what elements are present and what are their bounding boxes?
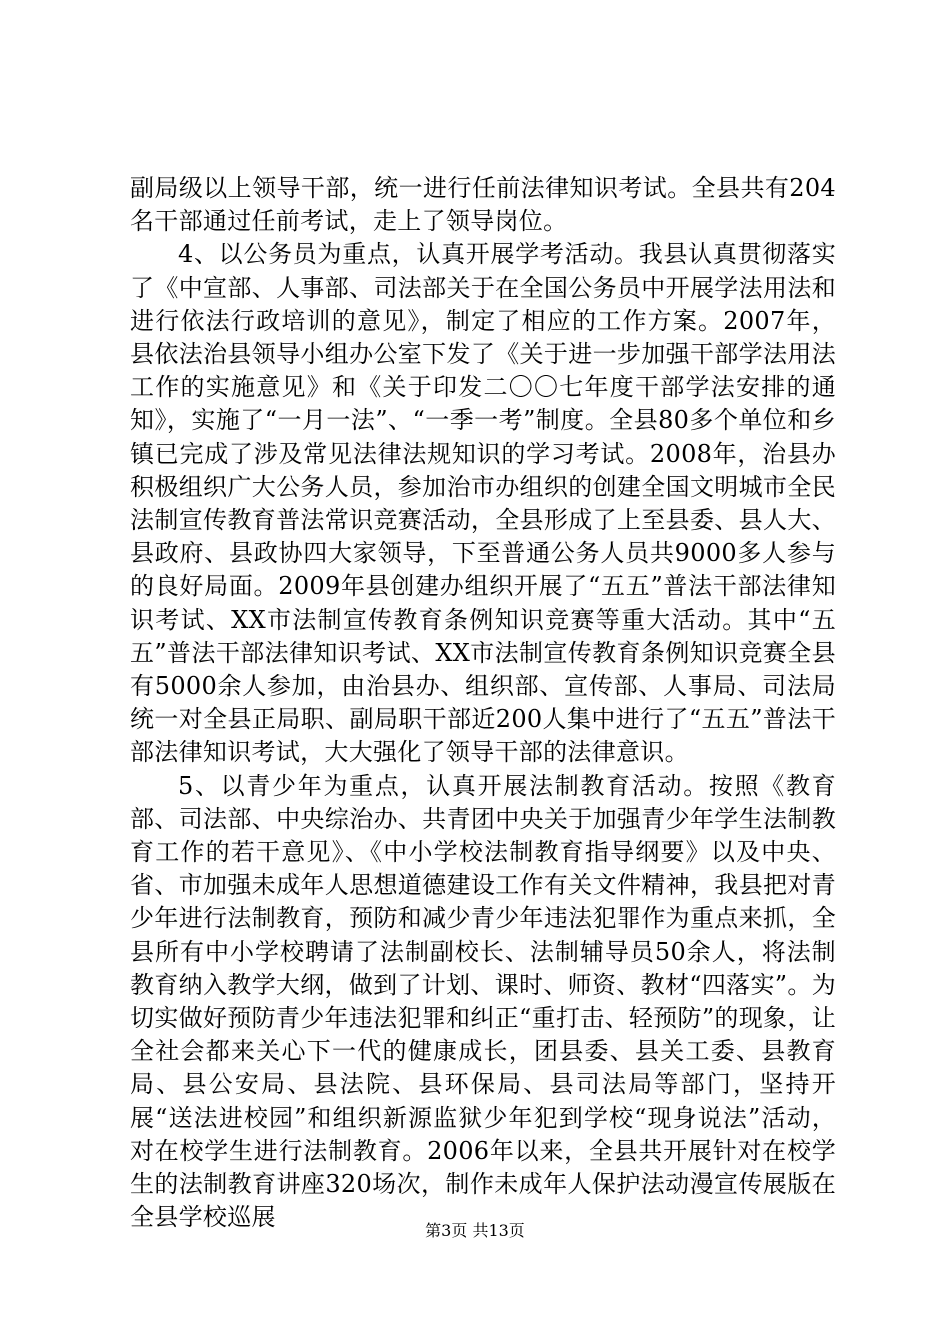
paragraph-continuation: 副局级以上领导干部，统一进行任前法律知识考试。全县共有204名干部通过任前考试，走上了领导岗位。 — [130, 174, 836, 236]
paragraph-youth-education: 5、以青少年为重点，认真开展法制教育活动。按照《教育部、司法部、中央综治办、共青团中央关于加强青少年学生法制教育工作的若干意见》、《中小学校法制教育指导纲要》以及中央、省、市加强未成年人思想道德建设工作有关文件精神，我县把对青少年进行法制教育，预防和减少青少年违法犯罪作为重点来抓，全县所有中小学校聘请了法制副校长、法制辅导员50余人，将法制教育纳入教学大纲，做到了计划、课时、师资、教材“四落实”。为切实做好预防青少年违法犯罪和纠正“重打击、轻预防”的现象，让全社会都来关心下一代的健康成长，团县委、县关工委、县教育局、县公安局、县法院、县环保局、县司法局等部门，坚持开展“送法进校园”和组织新源监狱少年犯到学校“现身说法”活动，对在校学生进行法制教育。2006年以来，全县共开展针对在校学生的法制教育讲座320场次，制作未成年人保护法动漫宣传展版在全县学校巡展 — [130, 771, 836, 1232]
document-body — [130, 172, 836, 1235]
paragraph-civil-servants: 4、以公务员为重点，认真开展学考活动。我县认真贯彻落实了《中宣部、人事部、司法部关于在全国公务员中开展学法用法和进行依法行政培训的意见》，制定了相应的工作方案。2007年，县依法治县领导小组办公室下发了《关于进一步加强干部学法用法工作的实施意见》和《关于印发二〇〇七年度干部学法安排的通知》，实施了“一月一法”、“一季一考”制度。全县80多个单位和乡镇已完成了涉及常见法律法规知识的学习考试。2008年，治县办积极组织广大公务人员，参加治市办组织的创建全国文明城市全民法制宣传教育普法常识竞赛活动，全县形成了上至县委、县人大、县政府、县政协四大家领导，下至普通公务人员共9000多人参与的良好局面。2009年县创建办组织开展了“五五”普法干部法律知识考试、XX市法制宣传教育条例知识竞赛等重大活动。其中“五五”普法干部法律知识考试、XX市法制宣传教育条例知识竞赛全县有5000余人参加，由治县办、组织部、宣传部、人事局、司法局统一对全县正局职、副局职干部近200人集中进行了“五五”普法干部法律知识考试，大大强化了领导干部的法律意识。 — [130, 240, 836, 767]
page-number-footer: 第3页 共13页 — [425, 1221, 525, 1240]
